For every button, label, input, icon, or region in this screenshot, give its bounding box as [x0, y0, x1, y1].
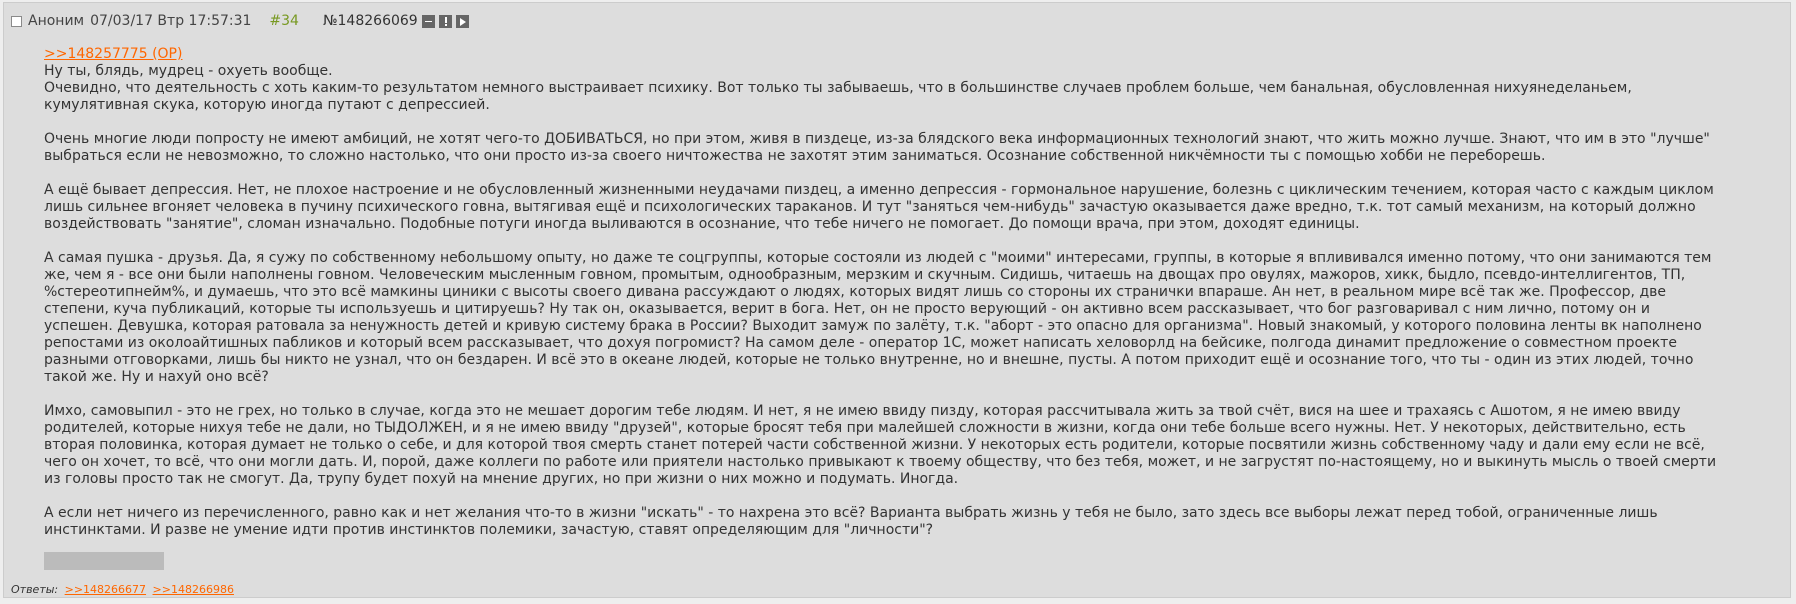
reply-link[interactable]: >>148266677 — [64, 583, 147, 596]
post-id-link[interactable]: №148266069 — [322, 13, 418, 29]
post-date: 07/03/17 Втр 17:57:31 — [90, 13, 252, 29]
replies-label: Ответы: — [11, 583, 59, 596]
reply-to-link[interactable]: >>148257775 (OP) — [44, 46, 183, 62]
post-paragraph: А если нет ничего из перечисленного, равно как и нет желания что-то в жизни "искать" - то нахрена это всё? Варианта выбрать жизнь у тебя не было, зато здесь все выборы лежат перед тобой, ограниченные лишь инстинктами. И разве не умение идти против инстинктов полемики, зачастую, ставят определяющим для "личности"? — [44, 505, 1658, 538]
post-paragraph: Очень многие люди попросту не имеют амбиций, не хотят чего-то ДОБИВАТЬСЯ, но при этом, живя в пиздеце, из-за блядского века информационных технологий знают, что жить можно лучше. Знают, что им в это "лучше" выбраться если не невозможно, то сложно настолько, что они просто из-за своего ничтожества не захотят этим заниматься. Осознание собственной никчёмности ты с помощью хобби не переборешь. — [44, 131, 1710, 164]
post-paragraph: А ещё бывает депрессия. Нет, не плохое настроение и не обусловленный жизненными неудачами пиздец, а именно депрессия - гормональное нарушение, болезнь с циклическим течением, которая часто с каждым циклом лишь сильнее вгоняет человека в пучину психического говна, вытягивая ещё и психологических тараканов. И тут "заняться чем-нибудь" зачастую оказывается даже вредно, т.к. тот самый механизм, на который должно воздействовать "занятие", сломан изначально. Подобные потуги иногда выливаются в осознание, что тебе ничего не помогает. До помощи врача, при этом, доходят единицы. — [44, 182, 1714, 232]
expand-menu-icon[interactable] — [456, 15, 469, 28]
reply-link[interactable]: >>148266986 — [152, 583, 234, 596]
post-number[interactable]: #34 — [269, 13, 299, 29]
post-header — [11, 11, 469, 31]
post-paragraph: Ну ты, блядь, мудрец - охуеть вообще. Очевидно, что деятельность с хоть каким-то результатом немного выстраивает психику. Вот только ты забываешь, что в большинстве случаев проблем больше, чем банальная, обусловленная нихуянеделаньем, кумулятивная скука, которую иногда путают с депрессией. — [44, 63, 1632, 113]
poster-name: Аноним — [28, 13, 85, 29]
hide-post-icon[interactable] — [422, 15, 435, 28]
post-container — [3, 2, 1791, 598]
post-message — [44, 46, 1759, 556]
post-paragraph: А самая пушка - друзья. Да, я сужу по собственному небольшому опыту, но даже те соцгруппы, которые состояли из людей с "моими" интересами, группы, в которые я вплививался именно потому, что они занимаются тем же, чем я - все они были наполнены говном. Человеческим мысленным говном, промытым, однообразным, мерзким и скучным. Сидишь, читаешь на двощах про овулях, мажоров, хикк, быдло, псевдо-интеллигентов, ТП, %стереотипнейм%, и думаешь, что это всё мамкины циники с высоты своего дивана рассуждают о людях, которых видят лишь со стороны их странички впараше. Ан нет, в реальном мире всё так же. Профессор, две степени, куча публикаций, которые ты используешь и цитируешь? Ну так он, оказывается, верит в бога. Нет, он не просто верующий - он активно всем рассказывает, что бог разговаривал с ним лично, потому он и успешен. Девушка, которая ратовала за ненужность детей и кривую систему брака в России? Выходит замуж по залёту, т.к. "аборт - это опасно для организма". Новый знакомый, у которого половина ленты вк наполнено репостами из околоайтишных пабликов и который всем рассказывает, что дохуя погромист? На самом деле - оператор 1С, может написать хеловорлд на бейсике, полгода динамит предложение о совместном проекте разными отговорками, лишь бы никто не узнал, что он бездарен. И всё это в океане людей, которые не только внутренне, но и внешне, пусты. А потом приходит ещё и осознание того, что ты - один из этих людей, точно такой же. Ну и нахуй оно всё? — [44, 250, 1712, 385]
post-select-checkbox[interactable] — [11, 16, 22, 27]
replies-section — [11, 583, 234, 596]
report-post-icon[interactable] — [439, 15, 452, 28]
post-paragraph: Имхо, самовыпил - это не грех, но только в случае, когда это не мешает дорогим тебе людям. И нет, я не имею ввиду пизду, которая рассчитывала жить за твой счёт, вися на шее и трахаясь с Ашотом, я не имею ввиду родителей, которые нихуя тебе не дали, но ТЫДОЛЖЕН, и я не имею ввиду "друзей", которые бросят тебя при малейшей сложности в жизни, когда они тебе больше всего нужны. Нет. У некоторых, действительно, есть вторая половинка, которая думает не только о себе, и для которой твоя смерть станет потерей части собственной жизни. У некоторых есть родители, которые посвятили жизнь собственному чаду и дали ему если не всё, чего он хочет, то всё, что они могли дать. И, порой, даже коллеги по работе или приятели настолько привыкают к твоему обществу, что без тебя, может, и не загрустят по-настоящему, но и выкинуть мысль о твоей смерти из головы просто так не смогут. Да, трупу будет похуй на мнение других, но при жизни о них можно и подумать. Иногда. — [44, 403, 1717, 487]
spoiler-block[interactable] — [44, 552, 164, 570]
